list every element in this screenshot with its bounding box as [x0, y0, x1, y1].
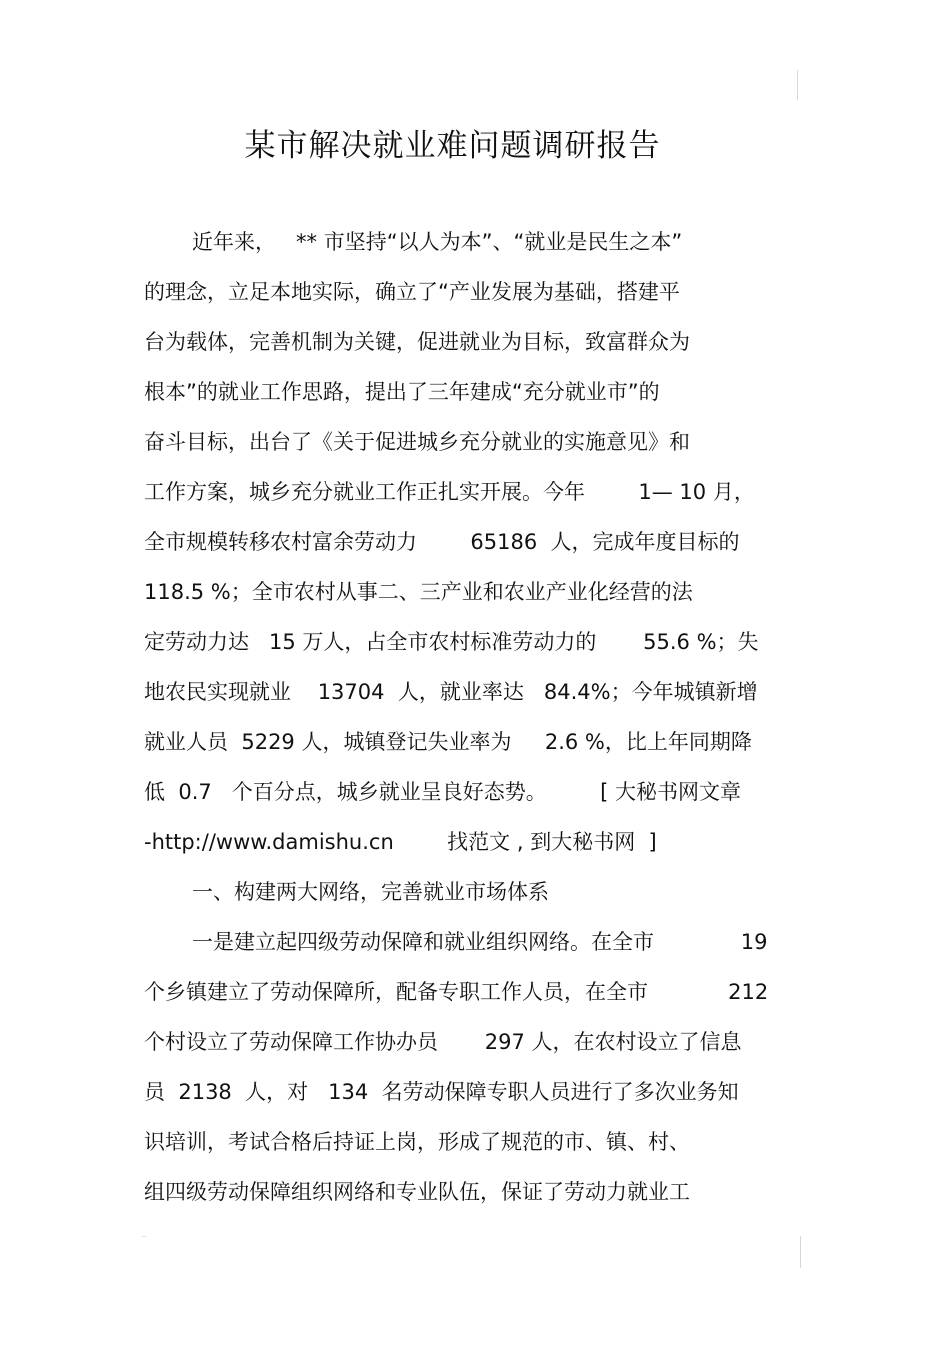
- paragraph-line: 118.5 %；全市农村从事二、三产业和农业产业化经营的法: [144, 580, 693, 604]
- paragraph-line: 识培训，考试合格后持证上岗，形成了规范的市、镇、村、: [144, 1130, 690, 1154]
- page-corner-mark-bottom: [800, 1236, 801, 1268]
- page-corner-mark-bottom-left: [142, 1236, 146, 1237]
- section-heading: 一、构建两大网络，完善就业市场体系: [192, 880, 549, 904]
- document-title: 某市解决就业难问题调研报告: [244, 128, 661, 164]
- paragraph-line: 全市规模转移农村富余劳动力 65186 人，完成年度目标的: [144, 530, 740, 554]
- paragraph-line: 组四级劳动保障组织网络和专业队伍，保证了劳动力就业工: [144, 1180, 690, 1204]
- paragraph-line: 员 2138 人，对 134 名劳动保障专职人员进行了多次业务知: [144, 1080, 739, 1104]
- paragraph-line: 根本”的就业工作思路，提出了三年建成“充分就业市”的: [144, 380, 660, 404]
- paragraph-line: 奋斗目标，出台了《关于促进城乡充分就业的实施意见》和: [144, 430, 690, 454]
- document-body: [144, 222, 824, 1222]
- paragraph-line: 个乡镇建立了劳动保障所，配备专职工作人员，在全市 212: [144, 980, 769, 1004]
- paragraph-line: 的理念，立足本地实际，确立了“产业发展为基础，搭建平: [144, 280, 680, 304]
- paragraph-line: 台为载体，完善机制为关键，促进就业为目标，致富群众为: [144, 330, 690, 354]
- page-corner-mark-top: [797, 70, 798, 100]
- paragraph-line: 低 0.7 个百分点，城乡就业呈良好态势。 [ 大秘书网文章: [144, 780, 742, 804]
- paragraph-line: -http://www.damishu.cn 找范文 , 到大秘书网 ]: [144, 830, 657, 854]
- paragraph-line: 地农民实现就业 13704 人，就业率达 84.4%；今年城镇新增: [144, 680, 758, 704]
- paragraph-line: 一是建立起四级劳动保障和就业组织网络。在全市 19: [192, 930, 768, 954]
- paragraph-line: 就业人员 5229 人，城镇登记失业率为 2.6 %，比上年同期降: [144, 730, 752, 754]
- paragraph-line: 近年来， ** 市坚持“以人为本”、“就业是民生之本”: [192, 230, 683, 254]
- paragraph-line: 定劳动力达 15 万人，占全市农村标准劳动力的 55.6 %；失: [144, 630, 759, 654]
- paragraph-line: 个村设立了劳动保障工作协办员 297 人，在农村设立了信息: [144, 1030, 742, 1054]
- paragraph-line: 工作方案，城乡充分就业工作正扎实开展。今年 1— 10 月，: [144, 480, 755, 504]
